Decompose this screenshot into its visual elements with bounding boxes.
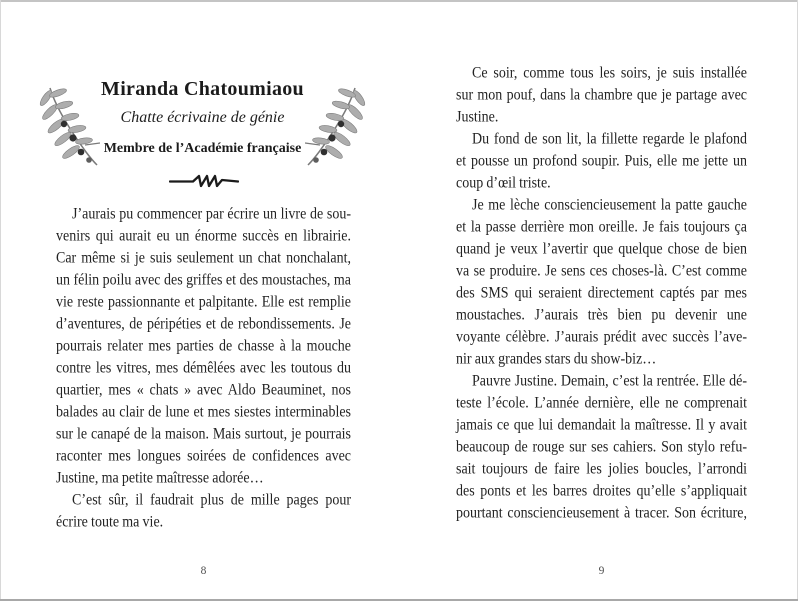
text-line: venirs qui aurait eu un énorme succès en librairie. [56, 228, 351, 245]
text-line: pourrais relater mes parties de chasse à la mouche [56, 338, 351, 355]
text-line: Justine, ma petite maîtresse adorée… [56, 470, 264, 487]
text-line: raconter mes longues soirées de confidences avec [56, 448, 351, 465]
text-line: et pousse un profond soupir. Puis, elle me jette un [456, 153, 747, 170]
text-line: Justine. [456, 109, 499, 126]
chapter-header-text [100, 70, 305, 157]
text-line: moustaches. J’aurais très bien pu devenir une [456, 307, 747, 324]
text-line: balades au clair de lune et mes siestes interminables [56, 404, 351, 421]
text-line: coup d’œil triste. [456, 175, 551, 192]
text-line: un félin poilu avec des griffes et des moustaches, ma [56, 272, 351, 289]
text-line: d’aventures, de péripéties et de rebondissements. Je [56, 316, 351, 333]
text-line: quartier, mes « chats » avec Aldo Beauminet, nos [56, 382, 351, 399]
page-body [56, 204, 351, 534]
text-line: Pauvre Justine. Demain, c’est la rentrée. Elle dé- [472, 373, 747, 390]
page-body [456, 63, 747, 525]
text-line: nir aux grandes stars du show-biz… [456, 351, 657, 368]
text-line: J’aurais pu commencer par écrire un livre de sou- [72, 206, 351, 223]
text-line: teste l’école. L’année dernière, elle ne comprenait [456, 395, 747, 412]
text-line: quand je veux l’avertir que quelque chose de bien [456, 241, 747, 258]
text-line: Du fond de son lit, la fillette regarde le plafond [472, 131, 747, 148]
text-line: écrire toute ma vie. [56, 514, 164, 531]
right-page [456, 0, 747, 601]
text-line: sur mon pouf, dans la chambre que je partage avec [456, 87, 747, 104]
text-line: sur le canapé de la maison. Mais surtout, je pourrais [56, 426, 351, 443]
page-number: 9 [598, 565, 605, 577]
text-line: Ce soir, comme tous les soirs, je suis installée [472, 65, 747, 82]
text-line: Car même si je suis seulement un chat nonchalant, [56, 250, 351, 267]
left-page [56, 0, 351, 601]
text-line: contre les vitres, mes démêlées avec les toutous du [56, 360, 351, 377]
olive-branch-right-icon [305, 82, 369, 172]
chapter-subtitle: Chatte écrivaine de génie [120, 109, 285, 126]
text-line: jamais ce que lui demandait la maîtresse. Il y avait [456, 417, 747, 434]
text-line: C’est sûr, il faudrait plus de mille pages pour [72, 492, 351, 509]
text-line: voyante célèbre. J’aurais prédit avec succès l’ave- [456, 329, 747, 346]
chapter-title: Miranda Chatoumiaou [101, 78, 304, 100]
chapter-affiliation: Membre de l’Académie française [103, 141, 302, 156]
text-line: beaucoup de rouge sur ses cahiers. Son stylo refu- [456, 439, 747, 456]
text-line: sait toujours de faire les jolies boucles, l’arrondi [456, 461, 747, 478]
olive-branch-left-icon [36, 82, 100, 172]
text-line: et la passe derrière mon oreille. Je fais toujours ça [456, 219, 747, 236]
text-line: Je me lèche consciencieusement la patte gauche [472, 197, 747, 214]
text-line: des ponts et les barres droites qu’elle s’appliquait [456, 483, 747, 500]
text-line: des SMS qui seraient directement captés par mes [456, 285, 747, 302]
rope-divider-icon [169, 172, 239, 190]
text-line: va se produire. Je sens ces choses-là. C’est comme [456, 263, 747, 280]
text-line: pourtant consciencieusement à tracer. Son écriture, [456, 505, 747, 522]
left-edge-line [0, 0, 1, 601]
chapter-header [36, 70, 369, 172]
text-line: vie reste passionnante et palpitante. Elle est remplie [56, 294, 351, 311]
page-number: 8 [200, 565, 207, 577]
